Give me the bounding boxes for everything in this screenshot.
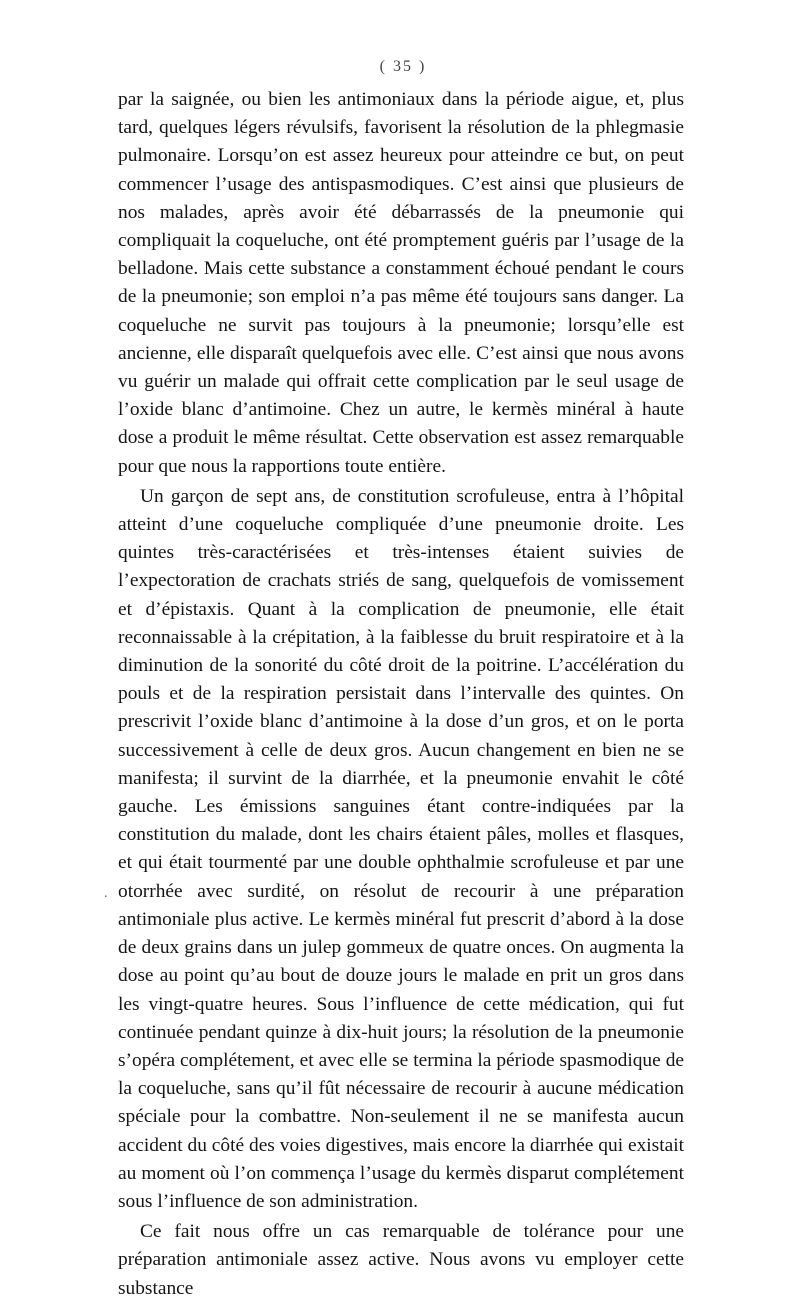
paragraph-case-report: Un garçon de sept ans, de constitution scrofuleuse, entra à l’hôpital atteint d’une coqueluche compliquée d’une pneumonie droite. Les quintes très-caractérisées et très-intenses étaient suivies de l’expectoration de crachats striés de sang, quelquefois de vomissement et d’épistaxis. Quant à la complication de pneumonie, elle était reconnaissable à la crépitation, à la faiblesse du bruit respiratoire et à la diminution de la sonorité du côté droit de la poitrine. L’accélération du pouls et de la respiration persistait dans l’intervalle des quintes. On prescrivit l’oxide blanc d’antimoine à la dose d’un gros, et on le porta successivement à celle de deux gros. Aucun changement en bien ne se manifesta; il survint de la diarrhée, et la pneumonie envahit le côté gauche. Les émissions sanguines étant contre-indiquées par la constitution du malade, dont les chairs étaient pâles, molles et flasques, et qui était tourmenté par une double ophthalmie scrofuleuse et par une otorrhée avec surdité, on résolut de recourir à une préparation antimoniale plus active. Le kermès minéral fut prescrit d’abord à la dose de deux grains dans un julep gommeux de quatre onces. On augmenta la dose au point qu’au bout de douze jours le malade en prit un gros dans les vingt-quatre heures. Sous l’influence de cette médication, qui fut continuée pendant quinze à dix-huit jours; la résolution de la pneumonie s’opéra complétement, et avec elle se termina la période spasmodique de la coqueluche, sans qu’il fût nécessaire de recourir à aucune médication spéciale pour la combattre. Non-seulement il ne se manifesta aucun accident du côté des voies digestives, mais encore la diarrhée qui existait au moment où l’on commença l’usage du kermès disparut complétement sous l’influence de son administration. [118,485,684,1212]
paragraph-continued: par la saignée, ou bien les antimoniaux dans la période aigue, et, plus tard, quelques légers révulsifs, favorisent la résolution de la phlegmasie pulmonaire. Lorsqu’on est assez heureux pour atteindre ce but, on peut commencer l’usage des antispasmodiques. C’est ainsi que plusieurs de nos malades, après avoir été débarrassés de la pneumonie qui compliquait la coqueluche, ont été promptement guéris par l’usage de la belladone. Mais cette substance a constamment échoué pendant le cours de la pneumonie; son emploi n’a pas même été toujours sans danger. La coqueluche ne survit pas toujours à la pneumonie; lorsqu’elle est ancienne, elle disparaît quelquefois avec elle. C’est ainsi que nous avons vu guérir un malade qui offrait cette complication par le seul usage de l’oxide blanc d’antimoine. Chez un autre, le kermès minéral à haute dose a produit le même résultat. Cette observation est assez remarquable pour que nous la rapportions toute entière. [118,89,684,477]
margin-mark: . [104,886,108,901]
page-number: ( 35 ) [379,58,427,75]
paragraph-tolerance: Ce fait nous offre un cas remarquable de tolérance pour une préparation antimoniale assez active. Nous avons vu employer cette substance [118,1221,684,1299]
body-text [118,86,684,1303]
